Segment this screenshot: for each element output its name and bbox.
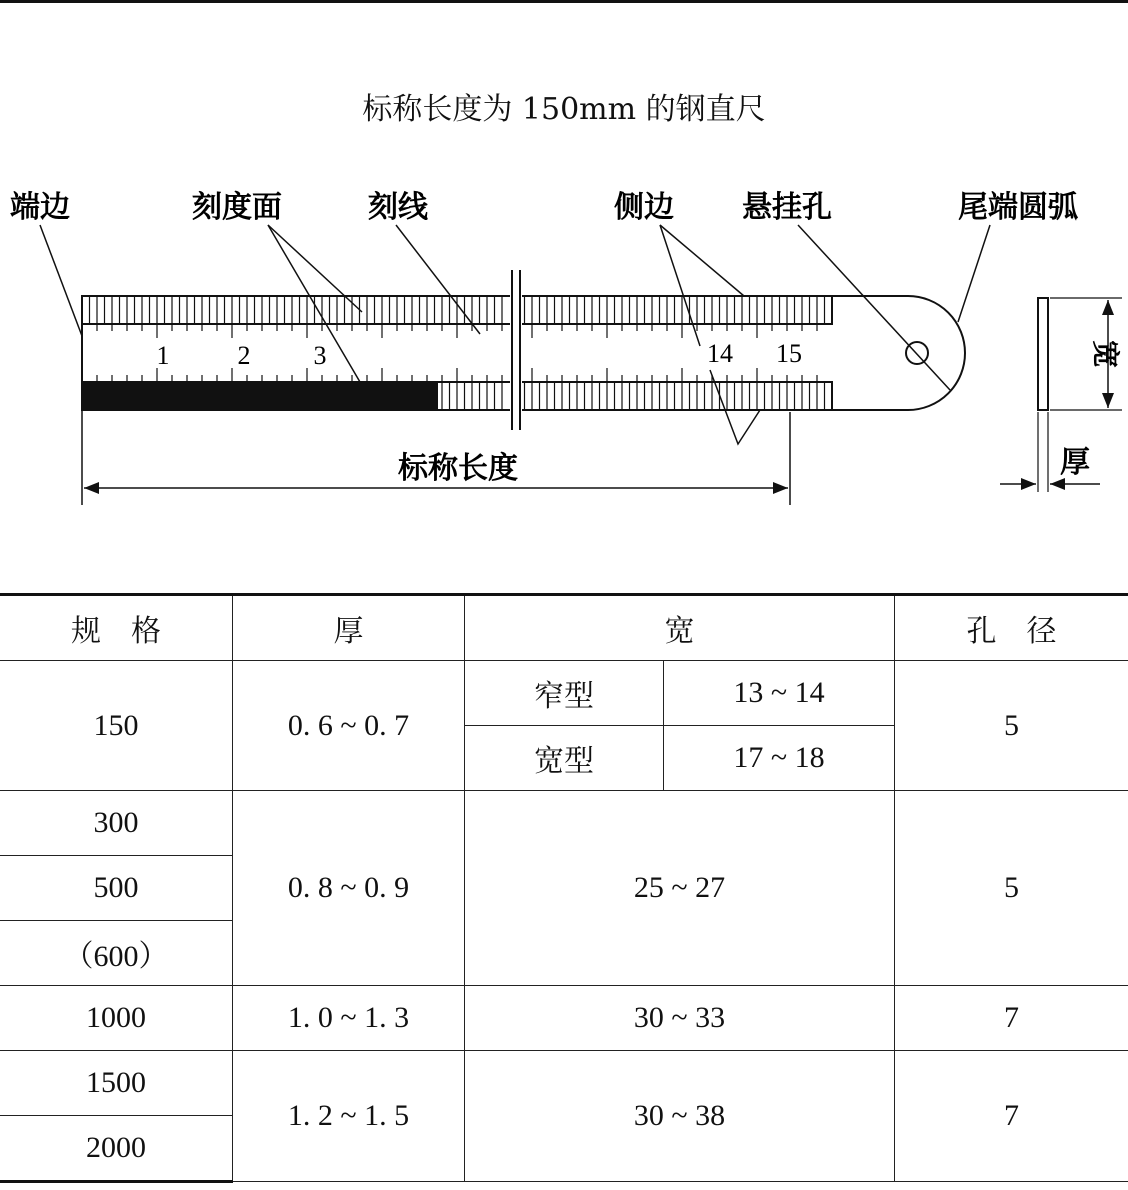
cell-spec-500: 500 (0, 856, 233, 921)
cell-hole-1000: 7 (895, 986, 1128, 1051)
figure-title: 标称长度为 150mm 的钢直尺 (362, 92, 766, 127)
cell-width-1000: 30 ~ 33 (465, 986, 895, 1051)
label-graduation: 刻线 (368, 190, 428, 225)
scale-number-15: 15 (776, 339, 802, 368)
black-section (82, 382, 438, 410)
label-hang-hole: 悬挂孔 (742, 190, 832, 225)
scale-number-3: 3 (313, 341, 327, 370)
header-spec: 规 格 (0, 595, 233, 661)
cell-hole-300: 5 (895, 791, 1128, 986)
label-end-edge: 端边 (10, 190, 70, 225)
cell-thick-300: 0. 8 ~ 0. 9 (233, 791, 465, 986)
ruler-diagram (0, 0, 1128, 560)
label-scale-face: 刻度面 (192, 190, 282, 225)
cell-spec-600: （600） (0, 921, 233, 986)
cell-wide-type: 宽型 (465, 726, 664, 791)
cell-width-300: 25 ~ 27 (465, 791, 895, 986)
label-nominal-length: 标称长度 (398, 451, 518, 486)
label-side-edge: 侧边 (614, 190, 674, 225)
label-thickness: 厚 (1060, 445, 1090, 480)
cell-spec-2000: 2000 (0, 1116, 233, 1182)
label-tail-arc: 尾端圆弧 (958, 190, 1078, 225)
table-row (0, 1051, 1128, 1116)
cell-hole-150: 5 (895, 661, 1128, 791)
scale-number-14: 14 (707, 339, 733, 368)
cell-spec-1000: 1000 (0, 986, 233, 1051)
cell-thick-1500: 1. 2 ~ 1. 5 (233, 1051, 465, 1182)
scale-number-1: 1 (156, 341, 170, 370)
label-width: 宽 (1089, 339, 1122, 369)
header-hole: 孔 径 (895, 595, 1128, 661)
cell-spec-150: 150 (0, 661, 233, 791)
cell-hole-1500: 7 (895, 1051, 1128, 1182)
cell-narrow-type: 窄型 (465, 661, 664, 726)
cell-narrow-width: 13 ~ 14 (664, 661, 895, 726)
cell-wide-width: 17 ~ 18 (664, 726, 895, 791)
table-row (0, 661, 1128, 726)
header-thickness: 厚 (233, 595, 465, 661)
table-header-row (0, 595, 1128, 661)
table-row (0, 791, 1128, 856)
scale-number-2: 2 (237, 341, 251, 370)
cell-width-1500: 30 ~ 38 (465, 1051, 895, 1182)
cell-spec-1500: 1500 (0, 1051, 233, 1116)
spec-table (0, 593, 1128, 1183)
cell-thick-150: 0. 6 ~ 0. 7 (233, 661, 465, 791)
table-row (0, 986, 1128, 1051)
cell-thick-1000: 1. 0 ~ 1. 3 (233, 986, 465, 1051)
cell-spec-300: 300 (0, 791, 233, 856)
header-width: 宽 (465, 595, 895, 661)
break-mark (510, 270, 522, 430)
